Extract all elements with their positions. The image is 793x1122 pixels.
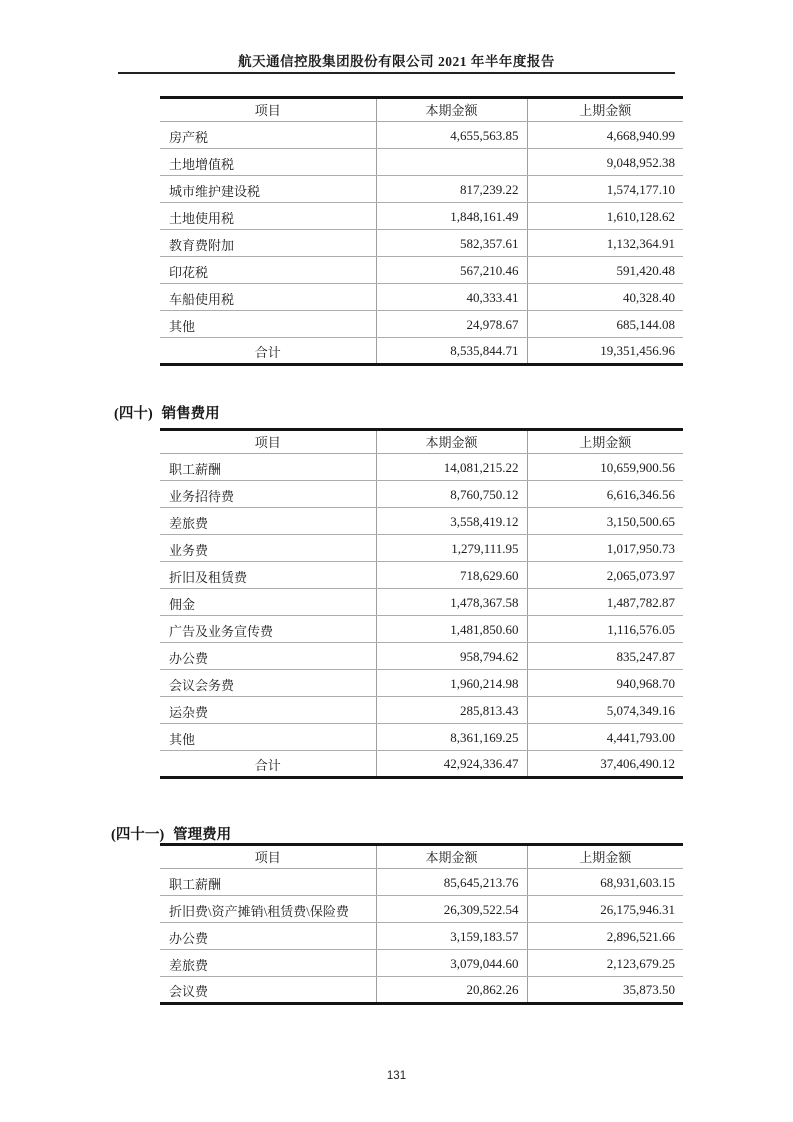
taxes-table-block xyxy=(160,96,683,366)
column-header-current-amount: 本期金额 xyxy=(376,98,527,122)
column-header-current-amount: 本期金额 xyxy=(376,845,527,869)
prior-amount-cell: 2,065,073.97 xyxy=(527,562,683,589)
prior-amount-cell: 591,420.48 xyxy=(527,257,683,284)
item-label-cell: 土地增值税 xyxy=(160,149,376,176)
item-label-cell: 折旧及租赁费 xyxy=(160,562,376,589)
item-label-cell: 其他 xyxy=(160,724,376,751)
column-header-prior-amount: 上期金额 xyxy=(527,98,683,122)
table-row xyxy=(160,869,683,896)
table-row xyxy=(160,284,683,311)
current-amount-cell: 24,978.67 xyxy=(376,311,527,338)
item-label-cell: 广告及业务宣传费 xyxy=(160,616,376,643)
item-label-cell: 房产税 xyxy=(160,122,376,149)
column-header-prior-amount: 上期金额 xyxy=(527,430,683,454)
current-amount-cell: 3,159,183.57 xyxy=(376,923,527,950)
selling-expenses-table xyxy=(160,428,683,779)
column-header-item: 项目 xyxy=(160,98,376,122)
current-amount-cell: 4,655,563.85 xyxy=(376,122,527,149)
section-heading-admin-expenses xyxy=(111,823,231,844)
table-row xyxy=(160,508,683,535)
page-header-title: 航天通信控股集团股份有限公司 2021 年半年度报告 xyxy=(238,54,555,69)
section-heading-selling-expenses xyxy=(114,402,220,423)
prior-amount-cell: 4,668,940.99 xyxy=(527,122,683,149)
current-amount-cell: 958,794.62 xyxy=(376,643,527,670)
current-amount-cell: 8,361,169.25 xyxy=(376,724,527,751)
current-amount-cell: 8,535,844.71 xyxy=(376,338,527,365)
table-row xyxy=(160,311,683,338)
current-amount-cell: 817,239.22 xyxy=(376,176,527,203)
admin-expenses-table-block xyxy=(160,843,683,1005)
item-label-cell: 职工薪酬 xyxy=(160,454,376,481)
prior-amount-cell: 40,328.40 xyxy=(527,284,683,311)
table-row xyxy=(160,454,683,481)
current-amount-cell: 1,848,161.49 xyxy=(376,203,527,230)
table-row xyxy=(160,977,683,1004)
item-label-cell: 业务招待费 xyxy=(160,481,376,508)
prior-amount-cell: 68,931,603.15 xyxy=(527,869,683,896)
item-label-cell: 车船使用税 xyxy=(160,284,376,311)
current-amount-cell: 582,357.61 xyxy=(376,230,527,257)
table-header-row xyxy=(160,845,683,869)
prior-amount-cell: 4,441,793.00 xyxy=(527,724,683,751)
admin-expenses-table xyxy=(160,843,683,1005)
prior-amount-cell: 2,896,521.66 xyxy=(527,923,683,950)
table-row xyxy=(160,481,683,508)
table-row xyxy=(160,257,683,284)
column-header-current-amount: 本期金额 xyxy=(376,430,527,454)
table-row xyxy=(160,643,683,670)
table-row xyxy=(160,616,683,643)
item-label-cell: 业务费 xyxy=(160,535,376,562)
current-amount-cell: 1,960,214.98 xyxy=(376,670,527,697)
current-amount-cell: 26,309,522.54 xyxy=(376,896,527,923)
prior-amount-cell: 1,132,364.91 xyxy=(527,230,683,257)
item-label-cell: 会议会务费 xyxy=(160,670,376,697)
item-label-cell: 职工薪酬 xyxy=(160,869,376,896)
table-row xyxy=(160,562,683,589)
item-label-cell: 办公费 xyxy=(160,923,376,950)
prior-amount-cell: 940,968.70 xyxy=(527,670,683,697)
item-label-cell: 印花税 xyxy=(160,257,376,284)
table-total-row xyxy=(160,751,683,778)
prior-amount-cell: 3,150,500.65 xyxy=(527,508,683,535)
current-amount-cell: 718,629.60 xyxy=(376,562,527,589)
page-number: 131 xyxy=(386,1070,407,1082)
taxes-table xyxy=(160,96,683,366)
current-amount-cell: 14,081,215.22 xyxy=(376,454,527,481)
table-row xyxy=(160,535,683,562)
selling-expenses-table-block xyxy=(160,428,683,779)
current-amount-cell: 285,813.43 xyxy=(376,697,527,724)
item-label-cell: 折旧费\资产摊销\租赁费\保险费 xyxy=(160,896,376,923)
column-header-item: 项目 xyxy=(160,430,376,454)
table-row xyxy=(160,950,683,977)
item-label-cell: 办公费 xyxy=(160,643,376,670)
current-amount-cell: 8,760,750.12 xyxy=(376,481,527,508)
table-row xyxy=(160,149,683,176)
table-row xyxy=(160,176,683,203)
item-label-cell: 城市维护建设税 xyxy=(160,176,376,203)
prior-amount-cell: 1,116,576.05 xyxy=(527,616,683,643)
prior-amount-cell: 35,873.50 xyxy=(527,977,683,1004)
item-label-cell: 差旅费 xyxy=(160,950,376,977)
prior-amount-cell: 685,144.08 xyxy=(527,311,683,338)
current-amount-cell: 42,924,336.47 xyxy=(376,751,527,778)
table-row xyxy=(160,122,683,149)
section-title: 销售费用 xyxy=(161,406,220,422)
prior-amount-cell: 5,074,349.16 xyxy=(527,697,683,724)
current-amount-cell: 85,645,213.76 xyxy=(376,869,527,896)
prior-amount-cell: 10,659,900.56 xyxy=(527,454,683,481)
table-row xyxy=(160,923,683,950)
table-row xyxy=(160,896,683,923)
prior-amount-cell: 1,610,128.62 xyxy=(527,203,683,230)
table-row xyxy=(160,697,683,724)
column-header-item: 项目 xyxy=(160,845,376,869)
table-row xyxy=(160,589,683,616)
table-header-row xyxy=(160,430,683,454)
current-amount-cell: 1,279,111.95 xyxy=(376,535,527,562)
header-rule xyxy=(118,72,675,74)
table-row xyxy=(160,724,683,751)
section-number: (四十一) xyxy=(111,827,165,843)
prior-amount-cell: 835,247.87 xyxy=(527,643,683,670)
table-row xyxy=(160,670,683,697)
prior-amount-cell: 6,616,346.56 xyxy=(527,481,683,508)
table-row xyxy=(160,230,683,257)
item-label-cell: 会议费 xyxy=(169,984,209,999)
prior-amount-cell: 37,406,490.12 xyxy=(527,751,683,778)
column-header-prior-amount: 上期金额 xyxy=(527,845,683,869)
item-label-cell: 土地使用税 xyxy=(160,203,376,230)
item-label-cell: 差旅费 xyxy=(160,508,376,535)
table-header-row xyxy=(160,98,683,122)
section-title: 管理费用 xyxy=(173,827,232,843)
current-amount-cell: 3,558,419.12 xyxy=(376,508,527,535)
item-label-cell: 其他 xyxy=(160,311,376,338)
section-number: (四十) xyxy=(114,406,153,422)
table-total-row xyxy=(160,338,683,365)
item-label-cell: 合计 xyxy=(254,758,281,773)
item-label-cell: 合计 xyxy=(254,345,281,360)
prior-amount-cell: 1,017,950.73 xyxy=(527,535,683,562)
prior-amount-cell: 1,574,177.10 xyxy=(527,176,683,203)
table-row xyxy=(160,203,683,230)
item-label-cell: 教育费附加 xyxy=(160,230,376,257)
current-amount-cell: 20,862.26 xyxy=(376,977,527,1004)
current-amount-cell: 567,210.46 xyxy=(376,257,527,284)
prior-amount-cell: 26,175,946.31 xyxy=(527,896,683,923)
prior-amount-cell: 9,048,952.38 xyxy=(527,149,683,176)
prior-amount-cell: 1,487,782.87 xyxy=(527,589,683,616)
current-amount-cell: 1,481,850.60 xyxy=(376,616,527,643)
item-label-cell: 运杂费 xyxy=(160,697,376,724)
current-amount-cell xyxy=(376,149,527,176)
current-amount-cell: 1,478,367.58 xyxy=(376,589,527,616)
item-label-cell: 佣金 xyxy=(160,589,376,616)
prior-amount-cell: 19,351,456.96 xyxy=(527,338,683,365)
prior-amount-cell: 2,123,679.25 xyxy=(527,950,683,977)
current-amount-cell: 3,079,044.60 xyxy=(376,950,527,977)
current-amount-cell: 40,333.41 xyxy=(376,284,527,311)
